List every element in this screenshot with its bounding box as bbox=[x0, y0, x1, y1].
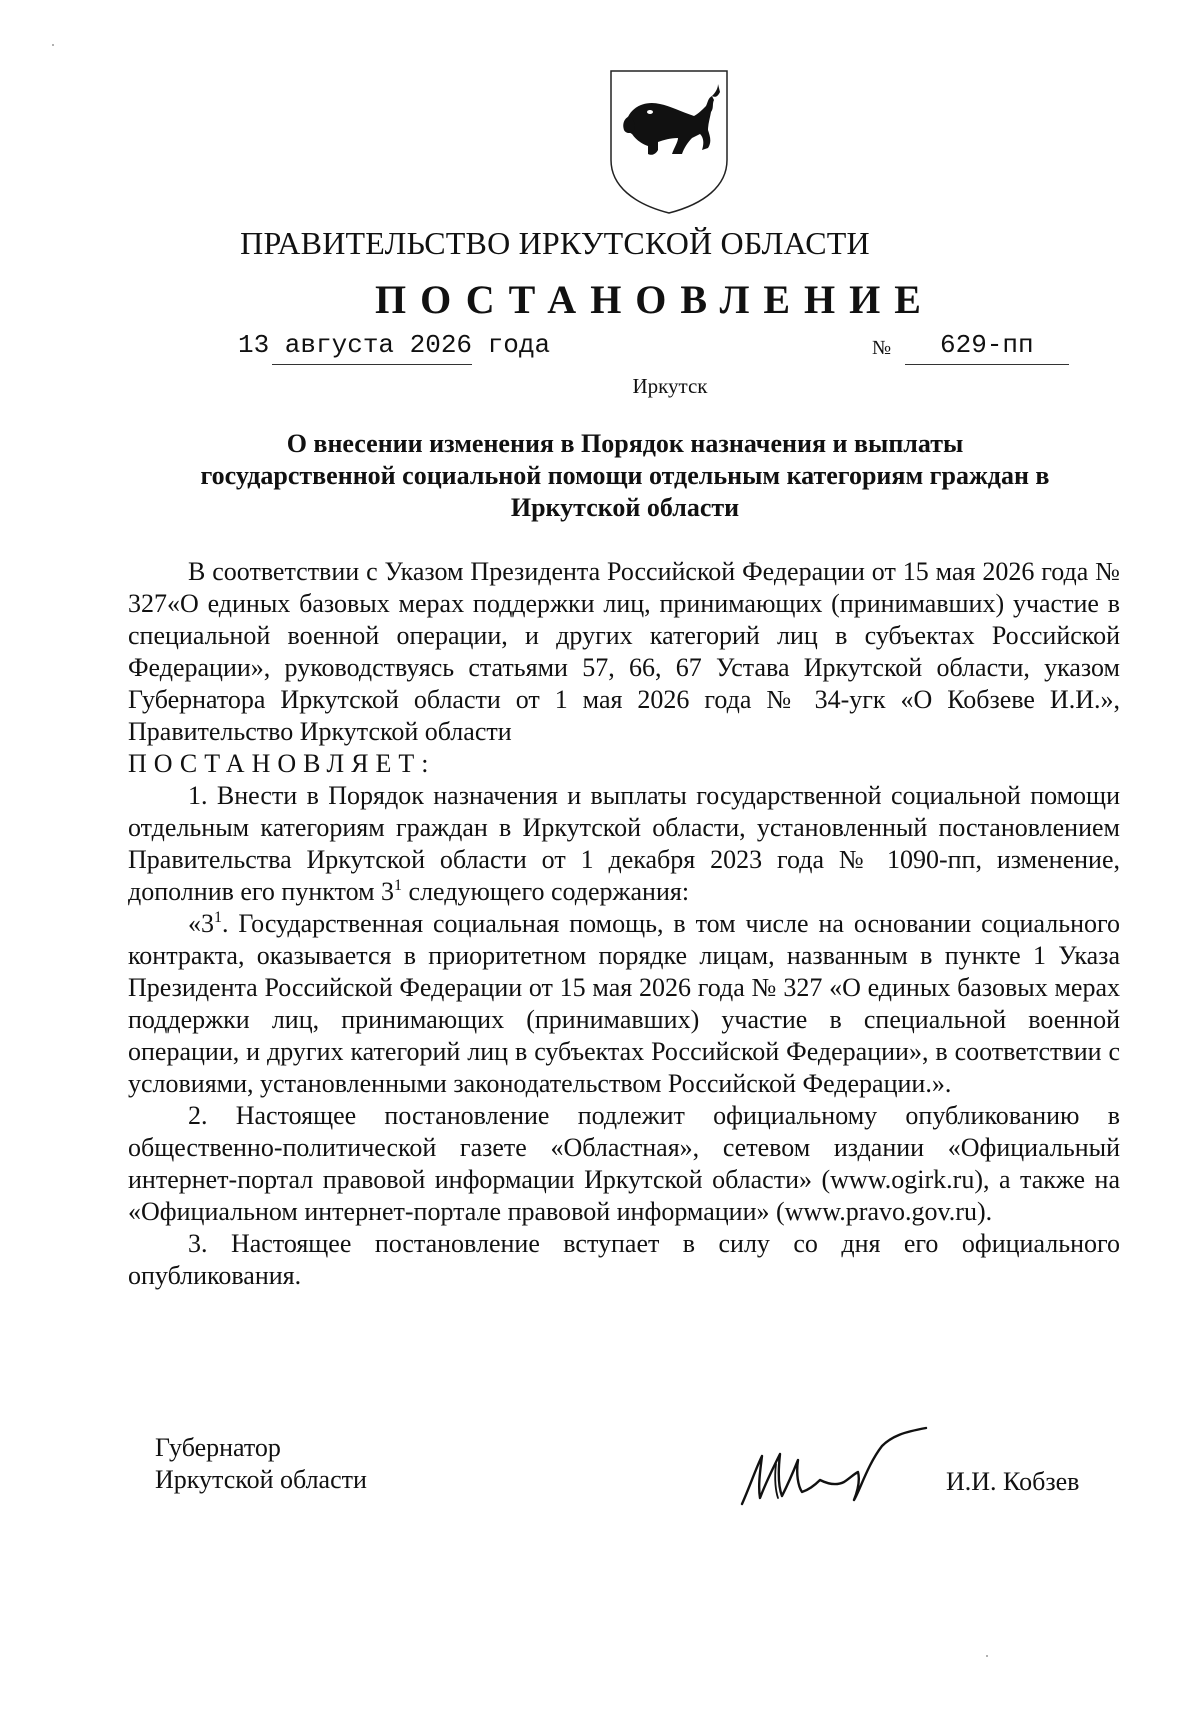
item-1-superscript: 1 bbox=[394, 877, 403, 894]
preamble-paragraph: В соответствии с Указом Президента Российской Федерации от 15 мая 2026 года № 327«О единых базовых мерах поддержки лиц, принимающих (принимавших) участие в специальной военной операции, и других категорий лиц в субъектах Российской Федерации», руководствуясь статьями 57, 66, 67 Устава Иркутской области, указом Губернатора Иркутской области от 1 мая 2026 года № 34-угк «О Кобзеве И.И.», Правительство Иркутской области bbox=[128, 557, 1120, 746]
decree-word: ПОСТАНОВЛЯЕТ: bbox=[128, 749, 436, 778]
document-type-title: ПОСТАНОВЛЕНИЕ bbox=[375, 277, 935, 322]
item-1-text-end: следующего содержания: bbox=[402, 877, 690, 906]
signatory-name: И.И. Кобзев bbox=[946, 1467, 1080, 1496]
signatory-role-line-2: Иркутской области bbox=[155, 1465, 367, 1494]
handwritten-signature bbox=[736, 1424, 932, 1508]
date-underline bbox=[272, 364, 472, 365]
subject-line-2: государственной социальной помощи отдельным категориям граждан в bbox=[200, 461, 1050, 490]
signatory-title bbox=[155, 1432, 367, 1496]
signatory-role-line-1: Губернатор bbox=[155, 1433, 281, 1462]
subject-line-1: О внесении изменения в Порядок назначения и выплаты bbox=[286, 429, 964, 458]
coat-of-arms-emblem bbox=[608, 68, 730, 216]
scan-speck bbox=[52, 44, 54, 46]
document-subject bbox=[170, 428, 1080, 524]
item-1-paragraph bbox=[128, 780, 1120, 908]
quote-prefix: «3 bbox=[188, 909, 214, 938]
quoted-amendment-paragraph bbox=[128, 908, 1120, 1100]
scan-speck bbox=[986, 1655, 988, 1657]
item-2-paragraph: 2. Настоящее постановление подлежит официальному опубликованию в общественно-политической газете «Областная», сетевом издании «Официальный интернет-портал правовой информации Иркутской области» (www.ogirk.ru), а также на «Официальном интернет-портале правовой информации» (www.pravo.gov.ru). bbox=[128, 1101, 1120, 1226]
subject-line-3: Иркутской области bbox=[510, 493, 740, 522]
government-name: ПРАВИТЕЛЬСТВО ИРКУТСКОЙ ОБЛАСТИ bbox=[240, 225, 870, 261]
document-body bbox=[128, 556, 1120, 1292]
document-number: 629-пп bbox=[940, 330, 1034, 360]
quote-text: . Государственная социальная помощь, в том числе на основании социального контракта, оказывается в приоритетном порядке лицам, названным в пункте 1 Указа Президента Российской Федерации от 15 мая 2026 года № 327 «О единых базовых мерах поддержки лиц, принимающих (принимавших) участие в специальной военной операции, и других категорий лиц в субъектах Российской Федерации», в соответствии с условиями, установленными законодательством Российской Федерации.». bbox=[128, 909, 1120, 1098]
number-label: № bbox=[872, 337, 892, 359]
quote-superscript: 1 bbox=[214, 909, 222, 926]
item-3-paragraph: 3. Настоящее постановление вступает в силу со дня его официального опубликования. bbox=[128, 1229, 1120, 1290]
number-underline bbox=[905, 364, 1069, 365]
item-1-text: 1. Внести в Порядок назначения и выплаты государственной социальной помощи отдельным категориям граждан в Иркутской области, установленный постановлением Правительства Иркутской области от 1 декабря 2023 года № 1090-пп, изменение, дополнив его пунктом 3 bbox=[128, 781, 1120, 906]
document-date: 13 августа 2026 года bbox=[238, 330, 551, 360]
city-name: Иркутск bbox=[632, 374, 708, 398]
